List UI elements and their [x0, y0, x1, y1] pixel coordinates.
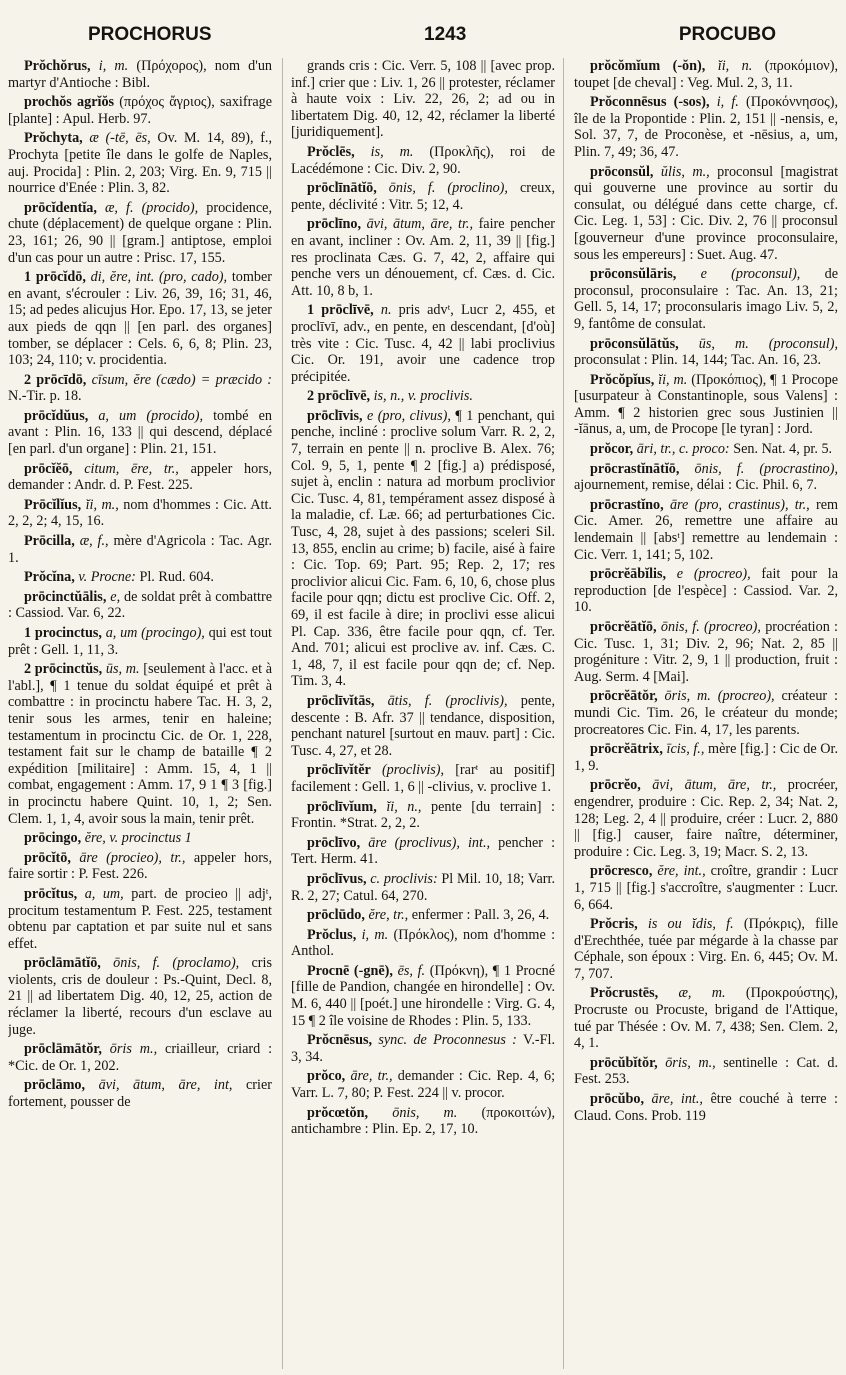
column-left — [8, 58, 272, 1369]
entry-definition: (Πρόκρις), fille d'Erechthée, tuée par mégarde à la chasse par Céphale, son époux : Virg. En. 6, 445; Ov. M. 7, 707. — [574, 916, 838, 982]
entry-headword: prōclīvĭum, — [307, 798, 377, 815]
entry-grammar: āvi, ātum, āre, tr., — [652, 777, 777, 794]
dictionary-entry — [8, 830, 272, 847]
entry-headword: prŏcŏmĭum (-ŏn), — [590, 58, 706, 74]
entry-definition: tomber en avant, s'écrouler : Liv. 26, 39, 16; 31, 46, 15; ad pedes alicujus Hor. Epo. 17, 13, se jeter aux pieds de qqn || [en parl. des organes] tomber, se déplacer : Cels. 6, 6, 8; Plin. 23, 103; 24, 110; v. procidentia. — [8, 269, 272, 369]
entry-grammar: ōnis, m. — [392, 1104, 458, 1121]
entry-definition: être couché à terre : Claud. Cons. Prob. 119 — [574, 1091, 838, 1124]
entry-grammar: ūs, m. (proconsul), — [698, 335, 838, 352]
entry-grammar: e (procreo), — [676, 566, 751, 583]
entry-definition: croître, grandir : Lucr 1, 715 || [fig.] s'accroître, s'augmenter : Lucr. 6, 664. — [574, 863, 838, 913]
entry-definition: de proconsul, proconsulaire : Tac. An. 13, 21; Gell. 5, 14, 17; proconsularis imago Liv. 5, 2, 9, fantôme de consulat. — [574, 266, 838, 332]
entry-definition: crier fortement, pousser de — [8, 1077, 272, 1111]
dictionary-entry — [291, 216, 555, 299]
entry-headword: prōclīvĭtās, — [307, 692, 375, 709]
entry-definition: pencher : Tert. Herm. 41. — [291, 834, 556, 868]
entry-grammar: ōnis, f. (procreo), — [660, 619, 761, 635]
entry-grammar: ĭi, m., — [85, 496, 119, 513]
dictionary-entry — [8, 533, 272, 566]
entry-grammar: āre, tr., — [350, 1068, 393, 1085]
dictionary-entry — [574, 916, 838, 982]
entry-definition: procidence, chute (déplacement) de quelque organe : Plin. 23, 161; 26, 90 || [gram.] antiptose, emploi d'un cas pour un autre : Prisc. 17, 155. — [8, 199, 272, 266]
entry-headword: prōcinctŭālis, — [24, 588, 107, 605]
entry-headword: prŏcor, — [590, 441, 634, 458]
entry-headword: Prōcilla, — [24, 533, 75, 550]
entry-headword: prōcĭdentĭa, — [24, 199, 97, 216]
columns — [8, 58, 838, 1369]
entry-grammar: āvi, ātum, āre, int, — [98, 1077, 233, 1094]
dictionary-entry — [291, 799, 555, 832]
entry-grammar: æ, m. — [678, 985, 726, 1002]
entry-headword: prōcrĕābĭlis, — [590, 566, 667, 583]
dictionary-entry — [291, 58, 555, 141]
entry-definition: qui est tout prêt : Gell. 1, 11, 3. — [8, 625, 272, 658]
entry-definition: criailleur, criard : *Cic. de Or. 1, 202. — [8, 1041, 272, 1074]
entry-definition: fait pour la reproduction [de l'espèce] : Cassiod. Var. 2, 10. — [574, 566, 838, 616]
dictionary-entry — [574, 164, 838, 264]
entry-headword: prochŏs agrĭŏs — [24, 94, 115, 111]
entry-grammar: citum, ēre, tr., — [84, 460, 179, 477]
entry-definition: créateur : mundi Cic. Tim. 26, le créateur du monde; procreatores Cic. Fin. 4, 17, les parents. — [574, 688, 838, 738]
entry-grammar: e (pro, clivus), — [367, 407, 451, 424]
entry-definition: mère [fig.] : Cic de Or. 1, 9. — [574, 741, 838, 774]
header-left-guideword: PROCHORUS — [88, 24, 212, 45]
dictionary-entry — [8, 269, 272, 369]
entry-headword: prōcresco, — [590, 863, 653, 880]
entry-definition: pente, descente : B. Afr. 37 || tendance, disposition, penchant naturel [surtout en mauv. part] : Cic. Tusc. 4, 27, et 28. — [291, 692, 556, 759]
dictionary-entry — [291, 1032, 555, 1065]
column-middle — [282, 58, 564, 1369]
entry-grammar: sync. de Proconnesus : — [378, 1032, 517, 1049]
entry-definition: [rarᵗ au positif] facilement : Gell. 1, 6 || -clivius, v. proclive 1. — [291, 762, 556, 795]
entry-grammar: (proclivis), — [381, 762, 445, 779]
entry-headword: Prŏclēs, — [307, 143, 355, 160]
entry-headword: prōcrastĭno, — [590, 496, 664, 513]
entry-headword: Prŏchŏrus, — [24, 58, 91, 74]
entry-grammar: æ, f. (procido), — [104, 199, 199, 216]
dictionary-entry — [574, 741, 838, 774]
entry-headword: prōclīno, — [307, 216, 361, 233]
dictionary-entry — [291, 871, 555, 904]
entry-definition: pente [du terrain] : Frontin. *Strat. 2, 2, 2. — [291, 798, 555, 832]
entry-definition: Pl Mil. 10, 18; Varr. R. 2, 27; Catul. 64, 270. — [291, 870, 555, 904]
entry-grammar: āre, int., — [651, 1091, 703, 1108]
entry-definition: sentinelle : Cat. d. Fest. 253. — [574, 1054, 838, 1088]
page-header — [10, 22, 836, 48]
entry-headword: prōconsŭlātŭs, — [590, 335, 679, 352]
entry-definition: (προκόμιον), toupet [de cheval] : Veg. Mul. 2, 3, 11. — [574, 58, 838, 91]
entry-definition: Ov. M. 14, 89), f., Prochyta [petite île dans le golfe de Naples, auj. Procida] : Plin. 2, 203; Virg. En. 9, 715 || nourrice d'Enée : Plin. 3, 82. — [8, 130, 272, 197]
entry-definition: (Προκρούστης), Procruste ou Procuste, brigand de l'Attique, tué par Thésée : Ov. M. 7, 438; Sen. Clem. 2, 4, 1. — [574, 985, 838, 1052]
entry-grammar: ōnis, f. (procrastino), — [694, 460, 838, 477]
entry-grammar: ōris, m., — [665, 1054, 716, 1071]
dictionary-entry — [8, 886, 272, 952]
entry-definition: enfermer : Pall. 3, 26, 4. — [411, 907, 550, 924]
dictionary-entry — [8, 589, 272, 622]
entry-headword: prōcrĕo, — [590, 777, 641, 794]
entry-grammar: īcis, f., — [666, 741, 705, 758]
entry-grammar: ōnis, f. (proclamo), — [113, 955, 240, 972]
entry-headword: 1 prōclīvē, — [307, 302, 374, 319]
entry-headword: 1 procinctus, — [24, 625, 102, 641]
entry-definition: [seulement à l'acc. et à l'abl.], ¶ 1 tenue du soldat équipé et prêt à combattre : in procinctu habere Tac. H. 3, 2, tenir sous les armes, tenir en haleine; testamentum in procinctu Cic. de Or. 1, 228, testament fait sur le champ de bataille ¶ 2 expédition [militaire] : Amm. 15, 4, 1 || combat, engagement : Amm. 17, 9 1 ¶ 3 [fig.] in procinctu habere Quint. 10, 1, 2; Sen. Clem. 1, 1, 4, avoir sous la main, tenir prêt. — [8, 661, 272, 827]
dictionary-entry — [574, 266, 838, 332]
entry-headword: prōcŭbo, — [590, 1091, 644, 1108]
dictionary-entry — [8, 569, 272, 586]
entry-definition: part. de procieo || adjᵗ, procitum testamentum P. Fest. 225, testament obtenu par captation et par suite nul et sans effet. — [8, 885, 272, 952]
dictionary-entry — [8, 661, 272, 827]
entry-headword: prōclīnātĭō, — [307, 180, 377, 197]
entry-definition: cris violents, cris de douleur : Ps.-Quint, Decl. 8, 21 || ad libertatem Dig. 40, 12, 25, action de réclamer la liberté, recours d'un esclave au juge. — [8, 955, 272, 1038]
dictionary-entry — [8, 408, 272, 458]
entry-headword: 1 prōcĭdō, — [24, 269, 86, 286]
entry-grammar: ūs, m. — [105, 661, 140, 678]
entry-headword: prōcĭĕō, — [24, 460, 73, 477]
entry-grammar: ĭi, m. — [658, 371, 688, 388]
entry-grammar: æ, f., — [79, 533, 109, 550]
dictionary-entry — [291, 762, 555, 795]
entry-grammar: i, f. — [716, 94, 739, 111]
entry-grammar: ĕre, v. procinctus 1 — [84, 830, 192, 847]
entry-headword: Prŏcnēsus, — [307, 1032, 373, 1049]
dictionary-entry — [8, 1041, 272, 1074]
entry-grammar: ōris m., — [109, 1041, 158, 1058]
entry-headword: prŏcœtŏn, — [307, 1104, 369, 1121]
entry-headword: Prŏcĭna, — [24, 569, 75, 586]
entry-grammar: is, n., v. proclivis. — [373, 388, 473, 405]
entry-definition: appeler hors, faire sortir : P. Fest. 226. — [8, 849, 272, 883]
entry-grammar: ēs, f. — [397, 962, 426, 979]
entry-definition: (Προκόπιος), ¶ 1 Procope [usurpateur à Constantinople, sous Valens] : Amm. ¶ 2 historien grec sous Justinien || -ĭānus, a, um, de Procope [le tyran] : Jord. — [574, 371, 838, 438]
dictionary-entry — [8, 1077, 272, 1110]
dictionary-entry — [574, 985, 838, 1051]
entry-definition: creux, pente, déclivité : Vitr. 5; 12, 4. — [291, 180, 555, 213]
entry-headword: prōclīvo, — [307, 834, 361, 851]
dictionary-entry — [574, 1055, 838, 1088]
dictionary-entry — [291, 927, 555, 960]
entry-headword: prōcŭbĭtŏr, — [590, 1054, 658, 1071]
entry-definition: faire pencher en avant, incliner : Ov. Am. 2, 11, 39 || [fig.] res proclinata Cæs. G. 7, 42, 2, affaire qui penche vers un dénouement, cf. Cæs. d. Cic. Att. 10, 8 b, 1. — [291, 216, 556, 299]
entry-headword: prōclīvĭtĕr — [307, 762, 371, 779]
entry-headword: Procnē (-gnē), — [307, 962, 393, 979]
entry-headword: Prŏcrustēs, — [590, 985, 659, 1002]
entry-headword: prōcrastĭnātĭō, — [590, 460, 680, 477]
entry-headword: Prōcĭlĭus, — [24, 496, 82, 513]
entry-grammar: āri, tr., c. proco: — [636, 441, 730, 458]
dictionary-entry — [574, 863, 838, 913]
entry-grammar: is ou ĭdis, f. — [647, 916, 734, 933]
entry-headword: prōcrĕātrix, — [590, 741, 663, 758]
dictionary-entry — [574, 777, 838, 860]
entry-definition: (προκοιτών), antichambre : Plin. Ep. 2, 17, 10. — [291, 1104, 556, 1138]
entry-definition: (Πρόκλος), nom d'homme : Anthol. — [291, 926, 556, 960]
dictionary-entry — [8, 58, 272, 91]
entry-grammar: ŭlis, m., — [660, 163, 710, 180]
entry-definition: ajournement, remise, délai : Cic. Phil. 6, 7. — [574, 477, 818, 494]
entry-headword: prōclīvus, — [307, 870, 367, 887]
entry-grammar: āre (procieo), tr., — [79, 849, 186, 866]
entry-headword: Prŏcris, — [590, 916, 638, 933]
entry-definition: tombé en avant : Plin. 16, 133 || qui descend, déplacé [en parl. d'un organe] : Plin. 21, 151. — [8, 407, 272, 458]
entry-headword: Prŏcŏpĭus, — [590, 371, 655, 388]
entry-grammar: ĕre, tr., — [368, 907, 409, 924]
entry-grammar: a, um, — [84, 885, 124, 902]
dictionary-entry — [8, 200, 272, 266]
entry-definition: nom d'hommes : Cic. Att. 2, 2, 2; 4, 15, 16. — [8, 496, 272, 530]
dictionary-entry — [8, 955, 272, 1038]
page-number: 1243 — [424, 24, 467, 45]
dictionary-entry — [291, 388, 555, 405]
dictionary-entry — [574, 461, 838, 494]
entry-definition: (Πρόχορος), nom d'un martyr d'Antioche : Bibl. — [8, 58, 272, 91]
dictionary-entry — [8, 130, 272, 196]
entry-headword: 2 prōclīvē, — [307, 388, 371, 405]
entry-headword: prōconsŭl, — [590, 163, 654, 180]
entry-headword: prōclāmo, — [24, 1077, 86, 1094]
dictionary-entry — [291, 302, 555, 385]
entry-headword: prōcĭtō, — [24, 849, 71, 866]
entry-definition: (πρόχος ἄγριος), saxifrage [plante] : Apul. Herb. 97. — [8, 94, 272, 127]
entry-grammar: v. Procne: — [78, 569, 136, 586]
entry-definition: proconsul [magistrat qui gouverne une province au sortir du consulat, ou délégué dans cette charge, cf. Cic. Leg. 1, 53] : Cic. Div. 2, 76 || proconsul [gouverneur d'une province proconsulaire, sous les empereurs] : Suet. Aug. 47. — [574, 163, 838, 263]
entry-headword: prōcĭtus, — [24, 885, 78, 902]
entry-grammar: a, um (procingo), — [105, 625, 205, 641]
entry-grammar: ĭi, n. — [717, 58, 753, 74]
entry-headword: prŏco, — [307, 1068, 346, 1085]
entry-grammar: āre (proclivus), int., — [368, 834, 491, 851]
dictionary-entry — [574, 58, 838, 91]
entry-definition: (Πρόκνη), ¶ 1 Procné [fille de Pandion, changée en hirondelle] : Ov. M. 6, 440 || [poét.] une hirondelle : Virg. G. 4, 15 ¶ 2 île voisine de Rhodes : Plin. 5, 133. — [291, 962, 556, 1029]
dictionary-entry — [291, 1105, 555, 1138]
entry-definition: ¶ 1 penchant, qui penche, incliné : proclive solum Varr. R. 2, 2, 7, terrain en pente || n. proclive B. Alex. 76; Col. 9, 5, 1, pente ¶ 2 [fig.] a) prédisposé, sujet à, enclin : natura ad morbum proclivior Cic. Tusc. 4, 81, tempérament assez disposé à la maladie, cf. Læ. 66; ad perturbationes Cic. Tusc, 4, 28, sujet à des passions; sceleri Sil. 13, 855, enclin au crime; b) facile, aisé à faire : Cic. Top. 69; Part. 95; Rep. 2, 17; res proclivior alicui Cic. Fam. 6, 10, 6, chose plus facile pour qqn; dictu est proclive Cic. Off. 2, 69, il est facile à dire; in proclivi esse alicui Pl. Cap. 336, être facile pour qqn, cf. Ter. And. 701; alicui est proclive av. inf. Cæs. C. 1, 48, 7, il est facile pour qqn de; cf. Nep. Tim. 3, 4. — [291, 407, 555, 690]
entry-grammar: a, um (procido), — [98, 407, 204, 424]
dictionary-entry — [291, 144, 555, 177]
dictionary-entry — [574, 336, 838, 369]
entry-grammar: e (proconsul), — [700, 266, 801, 283]
entry-headword: 2 prōcīdō, — [24, 371, 87, 388]
entry-headword: Prŏconnēsus (-sos), — [590, 94, 710, 111]
dictionary-entry — [291, 907, 555, 924]
dictionary-entry — [8, 461, 272, 494]
entry-grammar: i, m. — [98, 58, 129, 74]
dictionary-entry — [291, 963, 555, 1029]
entry-headword: prōclūdo, — [307, 907, 365, 924]
entry-definition: pris advᵗ, Lucr 2, 455, et proclīvī, adv., en pente, en descendant, [d'où] très vite : Cic. Tusc. 4, 42 || labi proclivius Cic. Or. 191, avoir une cadence trop précipitée. — [291, 302, 556, 385]
column-right — [574, 58, 838, 1369]
dictionary-entry — [8, 497, 272, 530]
entry-grammar: ōnis, f. (proclino), — [388, 180, 508, 197]
dictionary-entry — [291, 1068, 555, 1101]
entry-grammar: āvi, ātum, āre, tr., — [366, 216, 473, 233]
entry-headword: Prŏclus, — [307, 926, 357, 943]
entry-definition: (Προκόννησος), île de la Propontide : Plin. 2, 151 || -nensis, e, Sol. 37, 7, de Proconèse, et -nēsius, a, um, Plin. 7, 49; 36, 47. — [574, 94, 838, 160]
entry-headword: prōcĭdŭus, — [24, 407, 89, 424]
entry-grammar: æ (-tē, ēs, — [89, 130, 151, 147]
entry-grammar: ōris, m. (procreo), — [664, 688, 775, 705]
entry-headword: prōclāmātŏr, — [24, 1041, 102, 1058]
entry-grammar: c. proclivis: — [370, 870, 438, 887]
entry-definition: mère d'Agricola : Tac. Agr. 1. — [8, 533, 272, 566]
entry-headword: prōcrĕātŏr, — [590, 688, 658, 705]
entry-definition: procréation : Cic. Tusc. 1, 31; Div. 2, 96; Nat. 2, 85 || progéniture : Vitr. 2, 9, 1 || production, fruit : Aug. Serm. 4 [Mai]. — [574, 619, 838, 685]
entry-headword: prōcingo, — [24, 830, 82, 847]
header-right-guideword: PROCUBO — [678, 24, 776, 45]
dictionary-entry — [574, 688, 838, 738]
entry-definition: procréer, engendrer, produire : Cic. Rep. 2, 34; Nat. 2, 128; Leg. 2, 4 || produire, créer : Lucr. 2, 880 || [fig.] causer, faire naître, déterminer, produire : Cic. Leg. 3, 19; Macr. S. 2, 13. — [574, 777, 838, 860]
dictionary-entry — [291, 693, 555, 759]
entry-definition: proconsulat : Plin. 14, 144; Tac. An. 16, 23. — [574, 352, 822, 369]
entry-headword: prōclīvis, — [307, 407, 363, 424]
entry-grammar: ĕre, int., — [657, 863, 706, 880]
dictionary-entry — [8, 94, 272, 127]
dictionary-entry — [574, 441, 838, 458]
entry-grammar: n. — [380, 302, 392, 319]
entry-definition: V.-Fl. 3, 34. — [291, 1032, 556, 1065]
dictionary-entry — [574, 619, 838, 685]
entry-definition: grands cris : Cic. Verr. 5, 108 || [avec prop. inf.] crier que : Liv. 1, 26 || protester, réclamer à haute voix : Liv. 22, 26, 2; ad ou in libertatem Dig. 40, 12, 42, réclamer la liberté [juridiquement]. — [291, 58, 555, 141]
entry-definition: N.-Tir. p. 18. — [8, 388, 82, 405]
dictionary-entry — [291, 835, 555, 868]
entry-definition: rem Cic. Amer. 26, remettre une affaire au lendemain || [absᵗ] remettre au lendemain : Cic. Verr. 1, 141; 5, 102. — [574, 496, 838, 563]
entry-headword: Prŏchyta, — [24, 130, 83, 147]
dictionary-entry — [8, 625, 272, 658]
entry-definition: de soldat prêt à combattre : Cassiod. Var. 6, 22. — [8, 588, 272, 622]
entry-headword: prōcrĕātĭō, — [590, 619, 657, 635]
entry-headword: prōconsŭlāris, — [590, 266, 677, 283]
dictionary-entry — [574, 372, 838, 438]
entry-definition: Sen. Nat. 4, pr. 5. — [733, 441, 833, 458]
entry-headword: prōclāmātĭō, — [24, 955, 101, 972]
entry-definition: (Προκλῆς), roi de Lacédémone : Cic. Div. 2, 90. — [291, 143, 556, 177]
entry-definition: appeler hors, demander : Andr. d. P. Fest. 225. — [8, 460, 272, 494]
dictionary-entry — [8, 850, 272, 883]
dictionary-entry — [574, 497, 838, 563]
dictionary-entry — [574, 566, 838, 616]
entry-grammar: ātis, f. (proclivis), — [387, 692, 508, 709]
entry-grammar: āre (pro, crastinus), tr., — [669, 496, 810, 513]
dictionary-entry — [291, 180, 555, 213]
dictionary-entry — [8, 372, 272, 405]
entry-definition: demander : Cic. Rep. 4, 6; Varr. L. 7, 80; P. Fest. 224 || v. procor. — [291, 1068, 556, 1102]
dictionary-entry — [574, 94, 838, 160]
entry-grammar: i, m. — [361, 926, 389, 943]
entry-headword: 2 prōcinctŭs, — [24, 661, 103, 678]
entry-grammar: is, m. — [370, 143, 414, 160]
dictionary-entry — [291, 408, 555, 690]
entry-definition: Pl. Rud. 604. — [139, 569, 214, 586]
entry-grammar: di, ĕre, int. (pro, cado), — [90, 269, 228, 286]
dictionary-entry — [574, 1091, 838, 1124]
entry-grammar: e, — [110, 588, 121, 605]
entry-grammar: cīsum, ĕre (cædo) = præcido : — [91, 371, 272, 388]
entry-grammar: ĭi, n., — [386, 798, 422, 815]
